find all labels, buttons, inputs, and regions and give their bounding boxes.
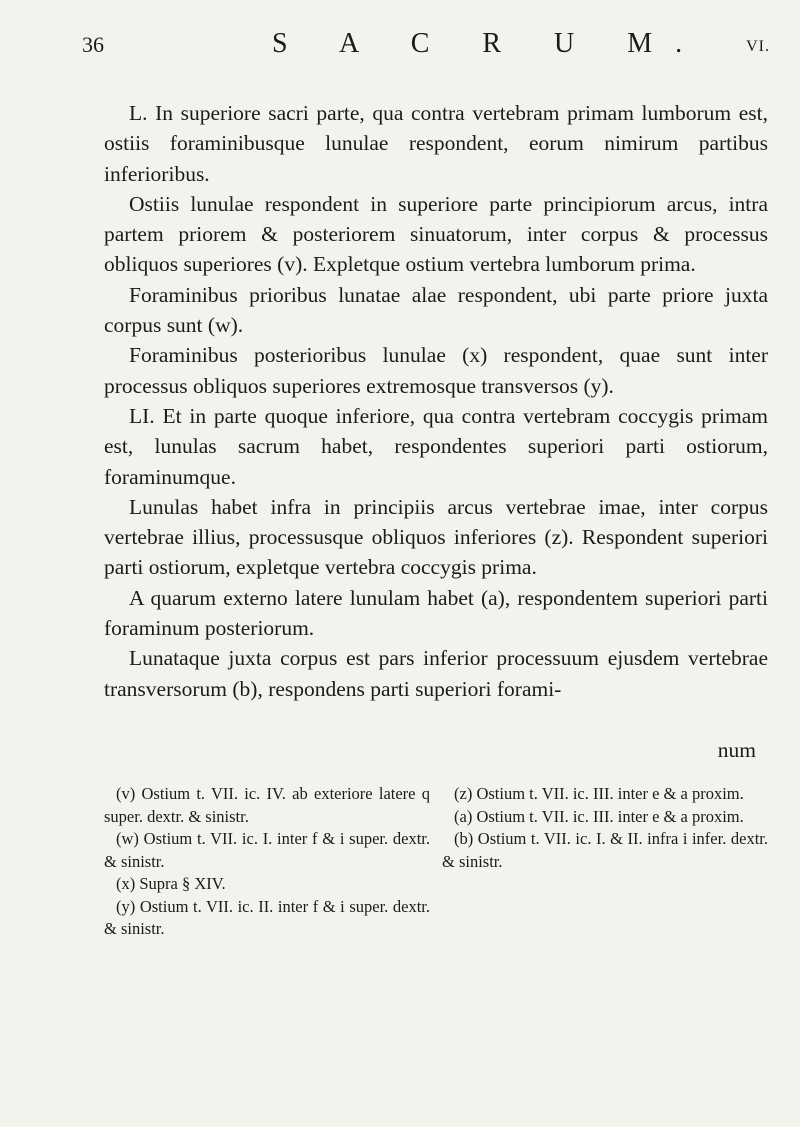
footnote: (b) Ostium t. VII. ic. I. & II. infra i infer. dextr. & sinistr. — [442, 829, 768, 871]
catchword: num — [717, 738, 756, 762]
footnotes-left-column — [104, 783, 430, 941]
signature-mark: VI. — [746, 38, 770, 55]
main-text — [104, 98, 768, 704]
footnotes-right-column — [442, 783, 768, 941]
paragraph: Foraminibus posterioribus lunulae (x) respondent, quae sunt inter processus obliquos superiores extremosque transversos (y). — [104, 343, 768, 398]
footnote: (a) Ostium t. VII. ic. III. inter e & a proxim. — [454, 806, 744, 826]
paragraph: A quarum externo latere lunulam habet (a), respondentem superiori parti foraminum posteriorum. — [104, 585, 768, 641]
page-header — [82, 28, 770, 68]
footnote: (v) Ostium t. VII. ic. IV. ab exteriore latere q super. dextr. & sinistr. — [104, 784, 430, 826]
footnote: (x) Supra § XIV. — [116, 874, 226, 893]
paragraph-51: LI. Et in parte quoque inferiore, qua contra vertebram coccygis primam est, lunulas sacrum habet, respondentes superiori parti ostiorum, foraminumque. — [104, 403, 768, 489]
paragraph: Foraminibus prioribus lunatae alae respondent, ubi parte priore juxta corpus sunt (w). — [104, 282, 768, 338]
footnotes — [104, 783, 768, 941]
footnote: (w) Ostium t. VII. ic. I. inter f & i super. dextr. & sinistr. — [104, 829, 430, 871]
footnote: (z) Ostium t. VII. ic. III. inter e & a proxim. — [454, 784, 744, 803]
paragraph: Ostiis lunulae respondent in superiore parte principiorum arcus, intra partem priorem & posteriorem sinuatorum, inter corpus & processus obliquos superiores (v). Expletque ostium vertebra lumborum prima. — [104, 191, 768, 277]
page-number: 36 — [82, 32, 104, 57]
running-title: S A C R U M. — [272, 28, 706, 59]
footnote: (y) Ostium t. VII. ic. II. inter f & i super. dextr. & sinistr. — [104, 896, 430, 938]
paragraph: Lunataque juxta corpus est pars inferior processuum ejusdem vertebrae transversorum (b), respondens parti superiori forami- — [104, 646, 768, 701]
paragraph: Lunulas habet infra in principiis arcus vertebrae imae, inter corpus vertebrae illius, processusque obliquos inferiores (z). Respondent superiori parti ostiorum, expletque vertebra coccygis prima. — [104, 494, 768, 580]
paragraph-50: L. In superiore sacri parte, qua contra vertebram primam lumborum est, ostiis foraminibusque lunulae respondent, eorum nimirum partibus inferioribus. — [104, 101, 768, 186]
